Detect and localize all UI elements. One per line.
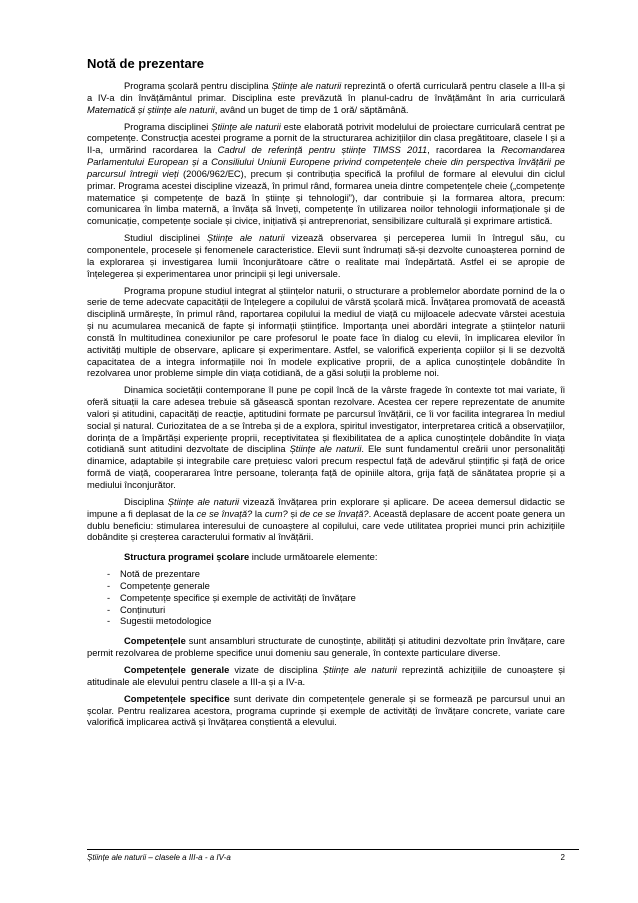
page-number: 2: [560, 853, 565, 862]
list-item: - Conținuturi: [87, 605, 565, 617]
structure-list: [87, 569, 565, 628]
paragraph-design: Programa disciplinei Științe ale naturii este elaborată potrivit modelului de proiectare curriculară centrat pe competențe. Construcția acestei programe a pornit de la structurarea achizițiilor din clasa pregătitoare, clasele I și a II-a, urmărind racordarea la Cadrul de referință pentru științe TIMSS 2011, racordarea la Recomandarea Parlamentului European și a Consiliului Uniunii Europene privind competențele cheie din perspectiva învățării pe parcursul întregii vieți (2006/962/EC), precum și contribuția specifică la profilul de formare al elevului din ciclul primar. Programa acestei discipline vizează, în primul rând, formarea uneia dintre competențele cheie („competențe matematice și competențe de bază în științe și tehnologii”), dar contribuie și la formarea altora, precum: comunicarea în limba maternă, a învăța să înveți, competențe în utilizarea noilor tehnologii informaționale și de comunicație, competențe sociale și civice, inițiativă și antreprenoriat, sensibilizare culturală și exprimare artistică.: [87, 121, 565, 227]
paragraph-intro: Programa școlară pentru disciplina Științe ale naturii reprezintă o ofertă curriculară pentru clasele a III-a și a IV-a din învățământul primar. Disciplina este prevăzută în planul-cadru de învățământ în aria curriculară Matematică și științe ale naturii, având un buget de timp de 1 oră/ săptămână.: [87, 81, 565, 115]
page-footer: [87, 849, 579, 863]
list-item: - Notă de prezentare: [87, 569, 565, 581]
footer-text: Științe ale naturii – clasele a III-a - a IV-a: [87, 853, 231, 862]
paragraph-structure: Structura programei școlare include următoarele elemente:: [124, 552, 378, 563]
paragraph-competences: Competențele sunt ansambluri structurate de cunoștințe, abilități și atitudini dezvoltate prin învățare, care permit rezolvarea de probleme specifice unui domeniu sau generale, în contexte particulare diverse.: [87, 636, 565, 659]
paragraph-integrated: Programa propune studiul integrat al științelor naturii, o structurare a problemelor abordate pornind de la o serie de teme adecvate capacității de înțelegere a copilului de vârstă școlară mică. Învățarea promovată de această disciplină urmărește, în primul rând, raportarea copilului la mediul de viață cu mijloacele adecvate vârstei acestuia și nu acumularea mecanică de fapte și informații științifice. Importanța unei abordări integrate a științelor naturii constă în multitudinea conexiunilor pe care profesorul le poate face în dialog cu elevii, în implicarea elevilor în activități multiple de observare, aplicare și experimentare. Astfel, se valorifică experiența copiilor și li se dezvoltă capacitatea de a integra informațiile noi în modele explicative proprii, de a aplica cunoștințele dobândite în rezolvarea unor probleme simple din viața cotidiană, de a găsi soluții la probleme noi.: [87, 285, 565, 379]
paragraph-general-competences: Competențele generale vizate de disciplina Științe ale naturii reprezintă achizițiile de cunoaștere și atitudinale ale elevului pentru clasele a III-a și a IV-a.: [87, 664, 565, 687]
list-item: - Sugestii metodologice: [87, 616, 565, 628]
paragraph-society: Dinamica societății contemporane îl pune pe copil încă de la vârste fragede în contexte tot mai variate, îi oferă situații la care adesea trebuie să găsească spontan rezolvare. Acestea cer repere reprezentate de anumite valori și atitudini, capacități de reacție, aptitudini formate pe parcursul învățării, ce îi vor facilita integrarea în mediul social și natural. Curiozitatea de a se întreba și de a explora, spiritul investigator, interpretarea critică a observațiilor, dorința de a împărtăși experiențe proprii, receptivitatea și flexibilitatea de a aplica cunoștințele dobândite în viața cotidiană sunt atitudini dezvoltate de disciplina Științe ale naturii. Ele sunt fundamentul creării unor personalități dinamice, adaptabile și integrabile care prețuiesc valori precum respectul față de adevărul științific și față de orice formă de viață, cooperararea între persoane, toleranța față de opiniile altora, grija față de sănătatea proprie și a mediului înconjurător.: [87, 385, 565, 490]
page-title: Notă de prezentare: [87, 56, 205, 71]
page-content: [87, 56, 565, 734]
paragraph-specific-competences: Competențele specifice sunt derivate din competențele generale și se formează pe parcursul unui an școlar. Pentru realizarea acestora, programa cuprinde și exemple de activități de învățare concrete, variate care valorifică implicarea activă și învățarea conștientă a elevului.: [87, 693, 566, 728]
paragraph-explore: Disciplina Științe ale naturii vizează învățarea prin explorare și aplicare. De aceea demersul didactic se impune a fi deplasat de la ce se învață? la cum? și de ce se învață?. Această deplasare de accent poate genera un dublu beneficiu: stimularea interesului de cunoaștere al copilului, care vede utilitatea propriei munci prin achizițiile dobândite și creșterea caracterului formativ al învățării.: [87, 496, 565, 543]
paragraph-study: Studiul disciplinei Științe ale naturii vizează observarea și perceperea lumii în întregul său, cu componentele, procesele și fenomenele caracteristice. Elevii sunt îndrumați să-și dezvolte cunoașterea pornind de la explorarea și investigarea lumii înconjurătoare către o realitate mai îndepărtată. Astfel ei se apropie de înțelegerea și experimentarea unor principii și legi universale.: [87, 233, 565, 279]
list-item: - Competențe generale: [87, 581, 565, 593]
list-item: - Competențe specifice și exemple de activități de învățare: [87, 593, 565, 605]
